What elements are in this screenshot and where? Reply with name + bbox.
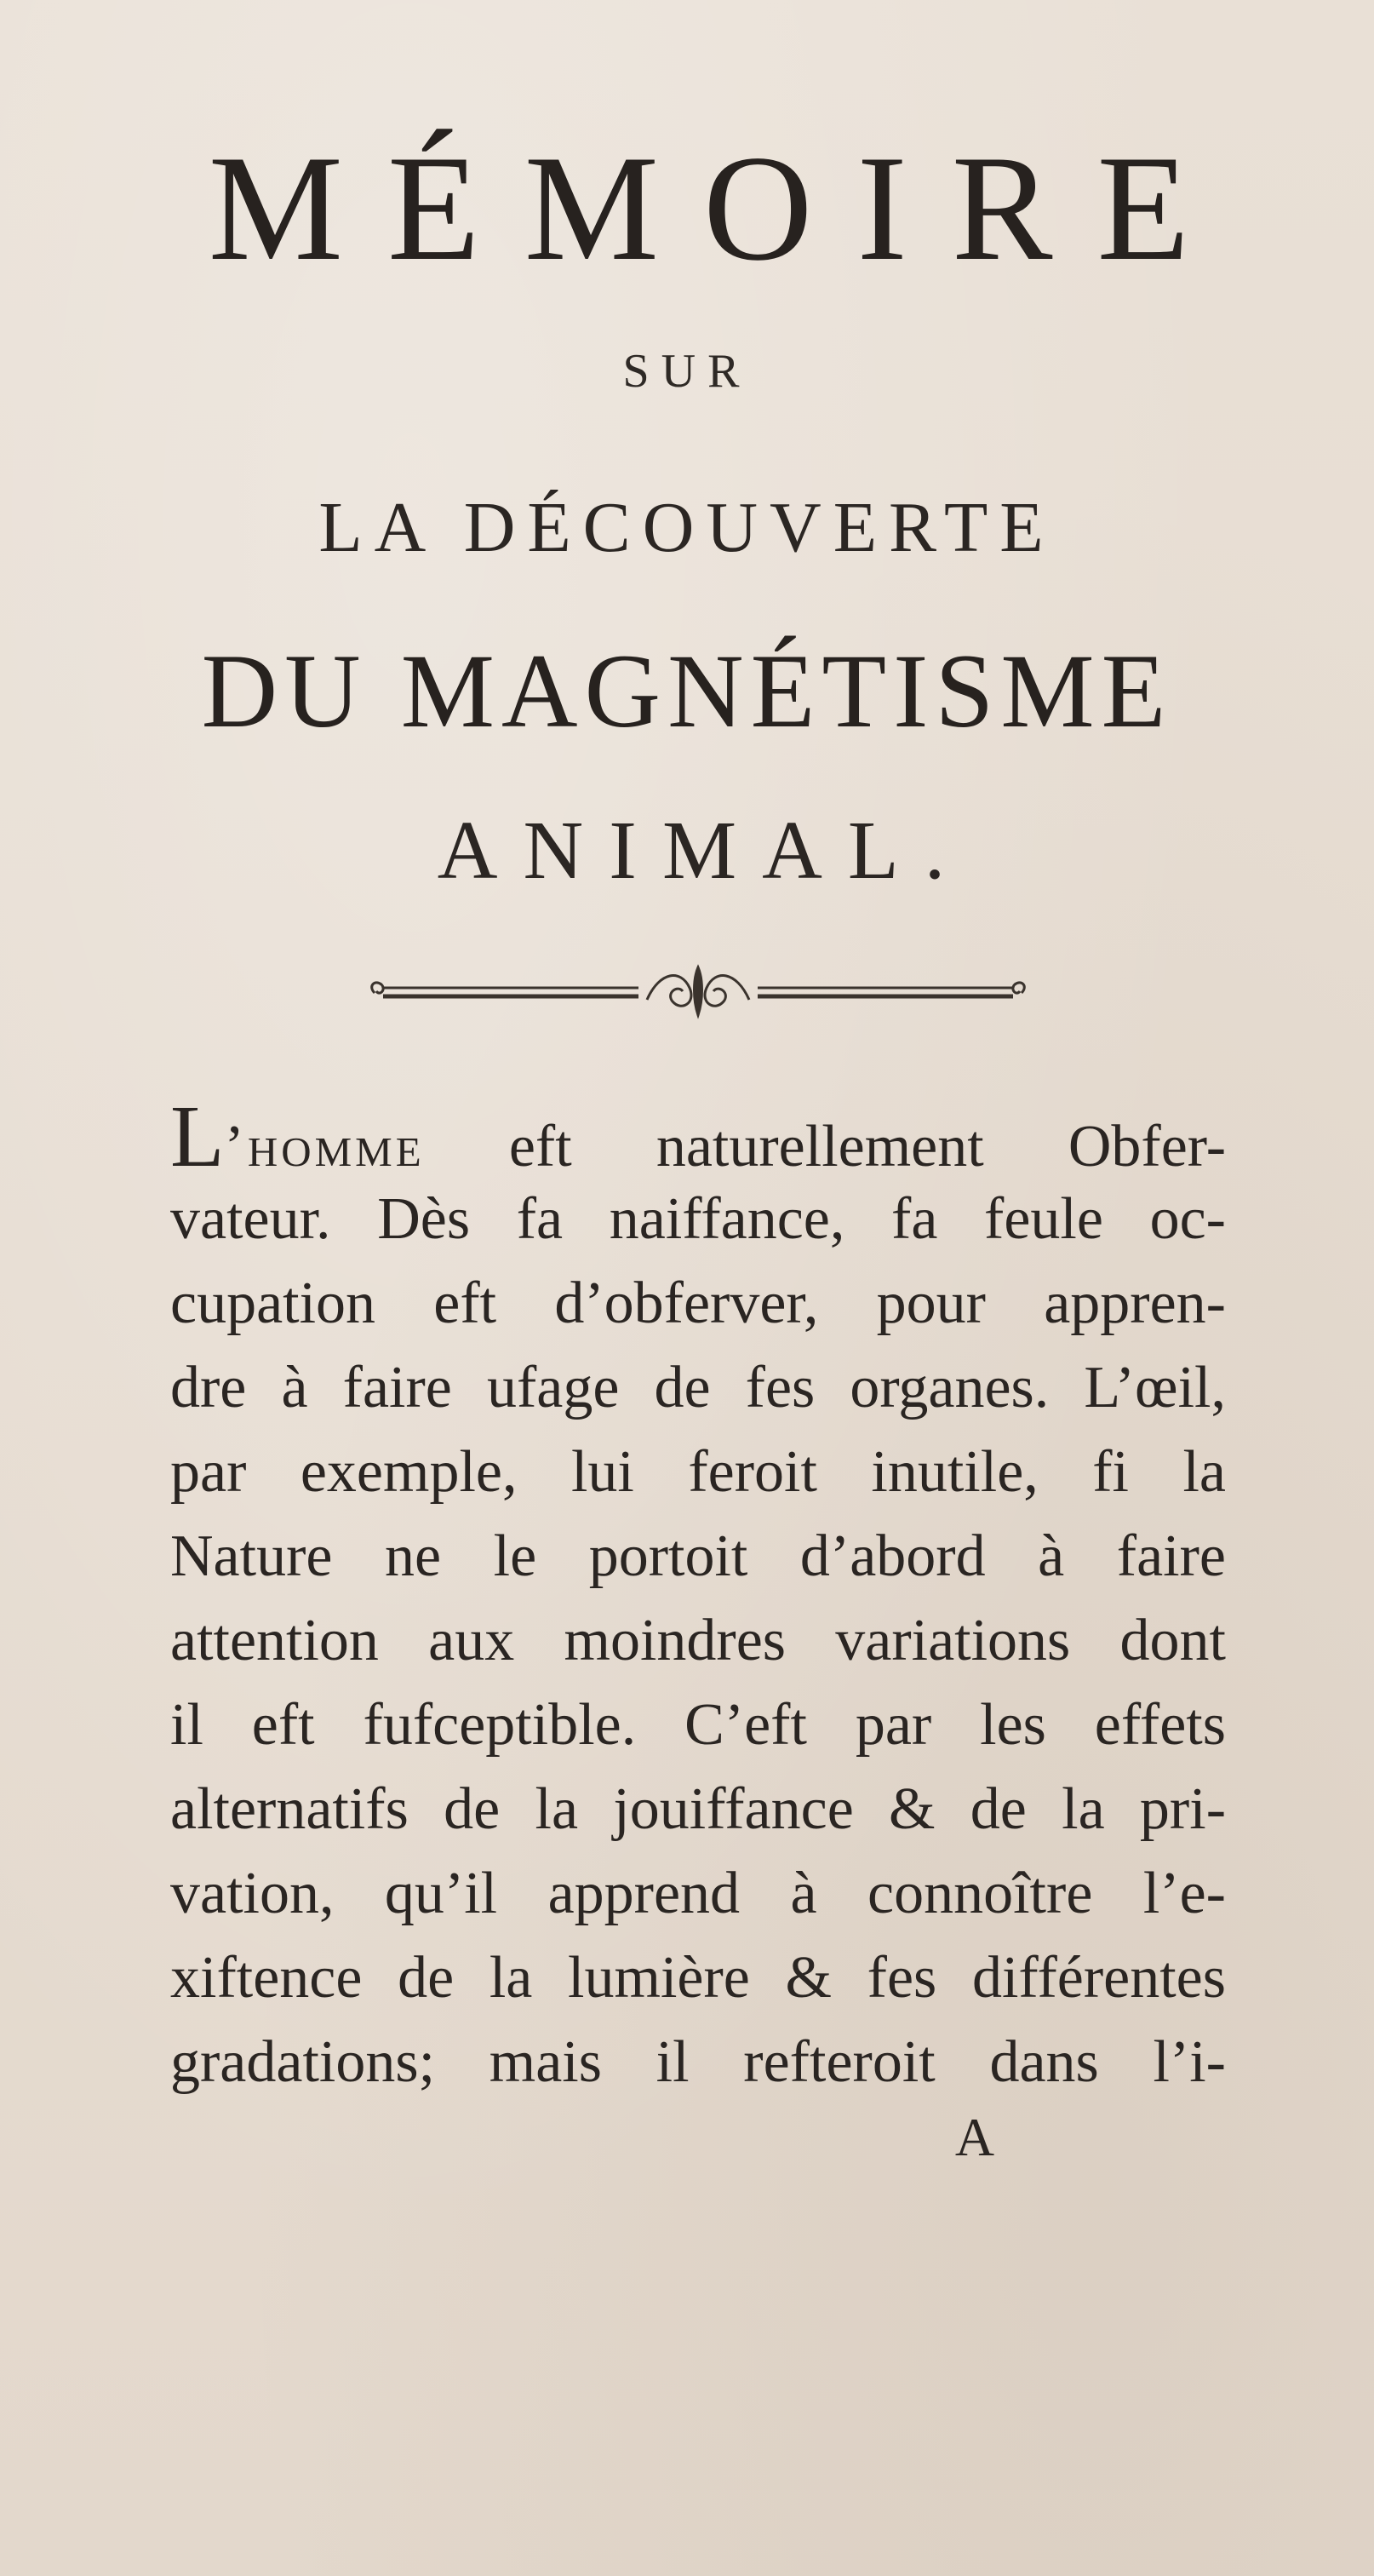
title-sur: SUR bbox=[622, 345, 752, 398]
opening-smallcaps: ’homme bbox=[224, 1114, 425, 1179]
body-line-10: vation, qu’il apprend à connoître l’e- bbox=[170, 1861, 1226, 1926]
title-animal: ANIMAL. bbox=[437, 805, 971, 897]
title-du-magnetisme: DU MAGNÉTISME bbox=[201, 633, 1173, 749]
decorative-rule-icon bbox=[366, 962, 1030, 1022]
body-paragraph bbox=[170, 1087, 1227, 2104]
body-line-3: cupation eft d’obferver, pour appren- bbox=[170, 1271, 1226, 1336]
fleuron-center-leaf bbox=[695, 967, 702, 1015]
rule-right-flourish bbox=[1013, 983, 1024, 993]
body-line-12: gradations; mais il refteroit dans l’i- bbox=[170, 2029, 1226, 2095]
title-la-decouverte: LA DÉCOUVERTE bbox=[318, 488, 1056, 567]
body-line-9: alternatifs de la jouiffance & de la pri- bbox=[170, 1776, 1226, 1842]
signature-mark: A bbox=[954, 2107, 995, 2167]
body-line-11: xiftence de la lumière & fes différentes bbox=[170, 1945, 1226, 2011]
title-memoire: MÉMOIRE bbox=[208, 123, 1234, 292]
rule-left-flourish bbox=[372, 983, 383, 993]
body-line-2: vateur. Dès fa naiffance, fa feule oc- bbox=[170, 1186, 1226, 1252]
body-line-8: il eft fufceptible. C’eft par les effets bbox=[170, 1692, 1226, 1758]
drop-cap: L bbox=[170, 1087, 225, 1185]
body-line-6: Nature ne le portoit d’abord à faire bbox=[170, 1523, 1226, 1589]
body-line-7: attention aux moindres variations dont bbox=[170, 1608, 1226, 1673]
fleuron-left-curl bbox=[647, 976, 691, 1007]
fleuron-right-curl bbox=[705, 976, 749, 1007]
body-line-4: dre à faire ufage de fes organes. L’œil, bbox=[170, 1355, 1226, 1420]
body-line-1 bbox=[170, 1087, 1227, 1185]
body-line-1-text: eft naturellement Obfer- bbox=[508, 1114, 1227, 1179]
body-line-5: par exemple, lui feroit inutile, fi la bbox=[170, 1439, 1226, 1505]
